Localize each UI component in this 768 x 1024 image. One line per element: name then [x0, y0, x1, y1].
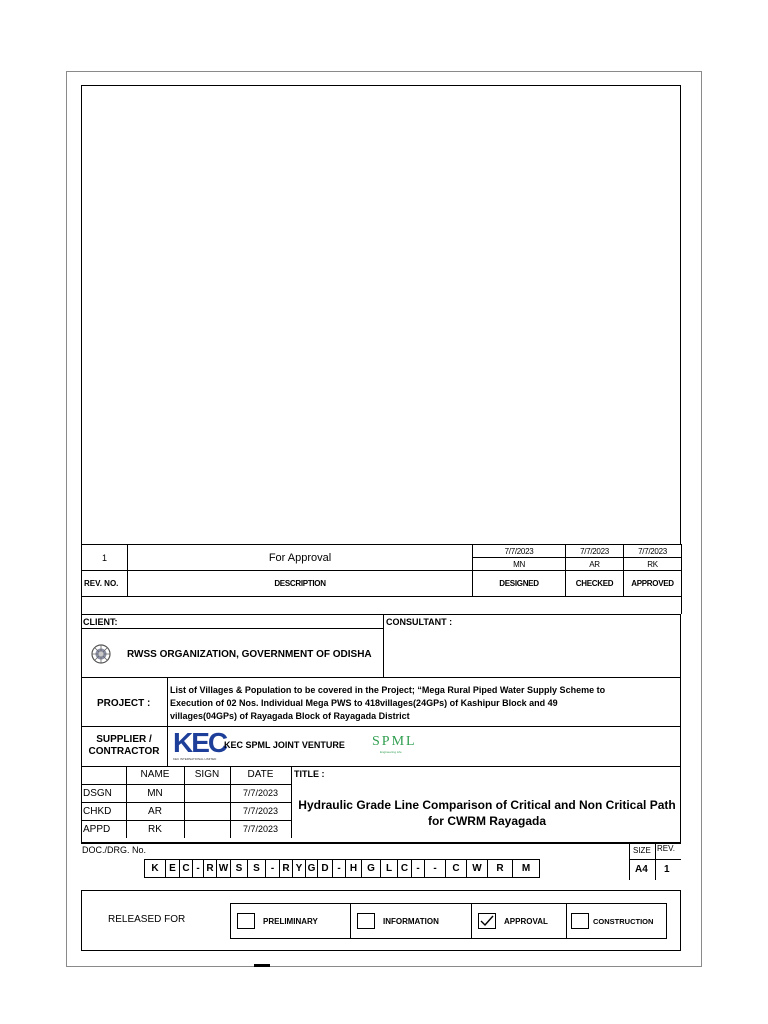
approved-by: RK	[624, 558, 682, 571]
approved-date: 7/7/2023	[624, 545, 682, 558]
supplier-label: SUPPLIER / CONTRACTOR	[88, 734, 160, 757]
table-row: DSGN MN 7/7/2023	[81, 784, 291, 802]
kec-logo: KEC KEC INTERNATIONAL LIMITED	[173, 727, 227, 761]
checkbox-construction[interactable]	[571, 913, 589, 929]
release-option-approval[interactable]: APPROVAL	[472, 903, 567, 939]
client-name: RWSS ORGANIZATION, GOVERNMENT OF ODISHA	[127, 649, 372, 660]
signoff-date-header: DATE	[230, 766, 291, 784]
checked-date: 7/7/2023	[566, 545, 624, 558]
project-line-3: villages(04GPs) of Rayagada Block of Rayagada District	[170, 711, 410, 721]
checked-by: AR	[566, 558, 624, 571]
checkbox-preliminary[interactable]	[237, 913, 255, 929]
designed-header: DESIGNED	[473, 571, 566, 597]
consultant-label: CONSULTANT :	[386, 617, 453, 627]
project-line-2: Execution of 02 Nos. Individual Mega PWS to 418villages(24GPs) of Kashipur Block and 49	[170, 698, 558, 708]
designed-date: 7/7/2023	[473, 545, 566, 558]
release-option-construction[interactable]: CONSTRUCTION	[567, 903, 667, 939]
rev-no-header: REV. NO.	[82, 571, 128, 597]
table-row: APPD RK 7/7/2023	[81, 820, 291, 838]
rev-value: 1	[664, 864, 670, 875]
checkbox-information[interactable]	[357, 913, 375, 929]
project-line-1: List of Villages & Population to be covered in the Project; “Mega Rural Piped Water Supply Scheme to	[170, 685, 606, 695]
title-label: TITLE :	[294, 769, 325, 779]
description-header: DESCRIPTION	[128, 571, 473, 597]
doc-number: K E C - R W S S - R Y G D - H G L C - - C W R M	[144, 859, 540, 878]
designed-by: MN	[473, 558, 566, 571]
signoff-sign-header: SIGN	[184, 766, 230, 784]
rev-number: 1	[82, 545, 128, 571]
page-mark	[254, 964, 270, 967]
project-label: PROJECT :	[97, 698, 151, 709]
checkmark-icon	[480, 915, 494, 927]
signoff-name-header: NAME	[126, 766, 184, 784]
released-for-label: RELEASED FOR	[108, 914, 186, 925]
approved-header: APPROVED	[624, 571, 682, 597]
signoff-table	[81, 766, 292, 838]
release-option-information[interactable]: INFORMATION	[351, 903, 472, 939]
doc-number-label: DOC./DRG. No.	[82, 845, 147, 855]
client-label: CLIENT:	[83, 617, 118, 627]
size-value: A4	[635, 864, 648, 875]
supplier-name: KEC SPML JOINT VENTURE	[224, 740, 345, 750]
project-description	[170, 684, 680, 723]
spml-logo: SPML Engineering Life	[372, 734, 417, 754]
revision-table	[81, 544, 682, 597]
checked-header: CHECKED	[566, 571, 624, 597]
release-option-preliminary[interactable]: PRELIMINARY	[230, 903, 351, 939]
odisha-emblem-icon	[90, 643, 112, 665]
drawing-title: Hydraulic Grade Line Comparison of Critical and Non Critical Path for CWRM Rayagada	[298, 798, 676, 828]
size-label: SIZE	[633, 846, 651, 855]
rev-description: For Approval	[128, 545, 473, 571]
checkbox-approval[interactable]	[478, 913, 496, 929]
rev-label: REV.	[657, 844, 675, 853]
drawing-area	[81, 85, 681, 544]
table-row: CHKD AR 7/7/2023	[81, 802, 291, 820]
